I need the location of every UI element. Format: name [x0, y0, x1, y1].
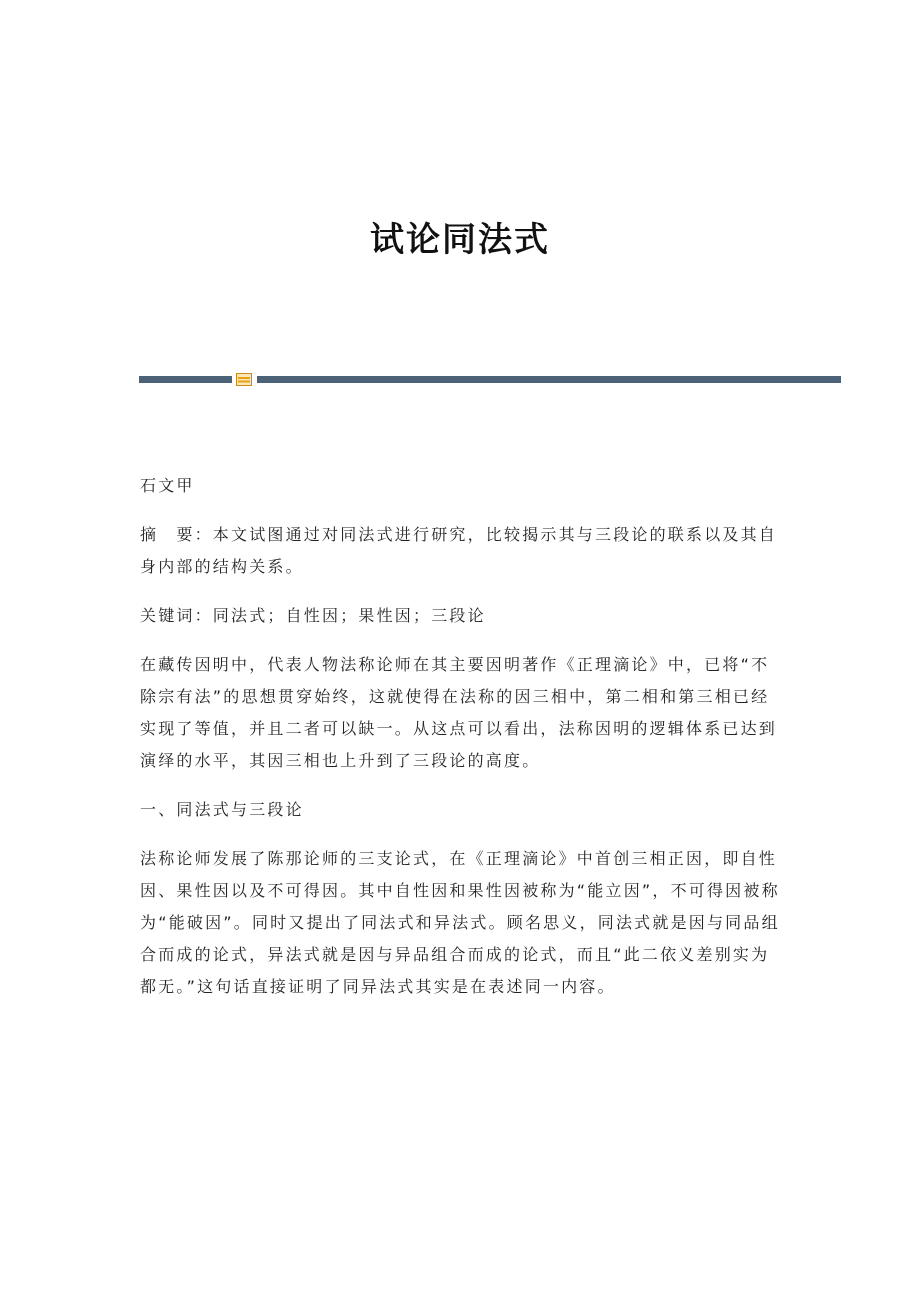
- abstract-paragraph: 摘 要：本文试图通过对同法式进行研究，比较揭示其与三段论的联系以及其自身内部的结构关系。: [140, 525, 778, 576]
- document-title: 试论同法式: [370, 220, 550, 260]
- section-heading: 一、同法式与三段论: [140, 800, 304, 819]
- document-body: [140, 470, 780, 1020]
- divider-bar-left: [139, 376, 232, 383]
- author-name: 石文甲: [140, 476, 195, 495]
- section1-paragraph: 法称论师发展了陈那论师的三支论式，在《正理滴论》中首创三相正因，即自性因、果性因以及不可得因。其中自性因和果性因被称为“能立因”，不可得因被称为“能破因”。同时又提出了同法式和异法式。顾名思义，同法式就是因与同品组合而成的论式，异法式就是因与异品组合而成的论式，而且“此二依义差别实为都无。”这句话直接证明了同异法式其实是在表述同一内容。: [140, 849, 780, 996]
- title-divider: [139, 372, 841, 386]
- keywords-line: 关键词：同法式；自性因；果性因；三段论: [140, 606, 486, 625]
- divider-bar-right: [257, 376, 841, 383]
- intro-paragraph: 在藏传因明中，代表人物法称论师在其主要因明著作《正理滴论》中，已将“不除宗有法”的思想贯穿始终，这就使得在法称的因三相中，第二相和第三相已经实现了等值，并且二者可以缺一。从这点可以看出，法称因明的逻辑体系已达到演绎的水平，其因三相也上升到了三段论的高度。: [140, 655, 778, 770]
- divider-ornament-icon: [236, 373, 252, 386]
